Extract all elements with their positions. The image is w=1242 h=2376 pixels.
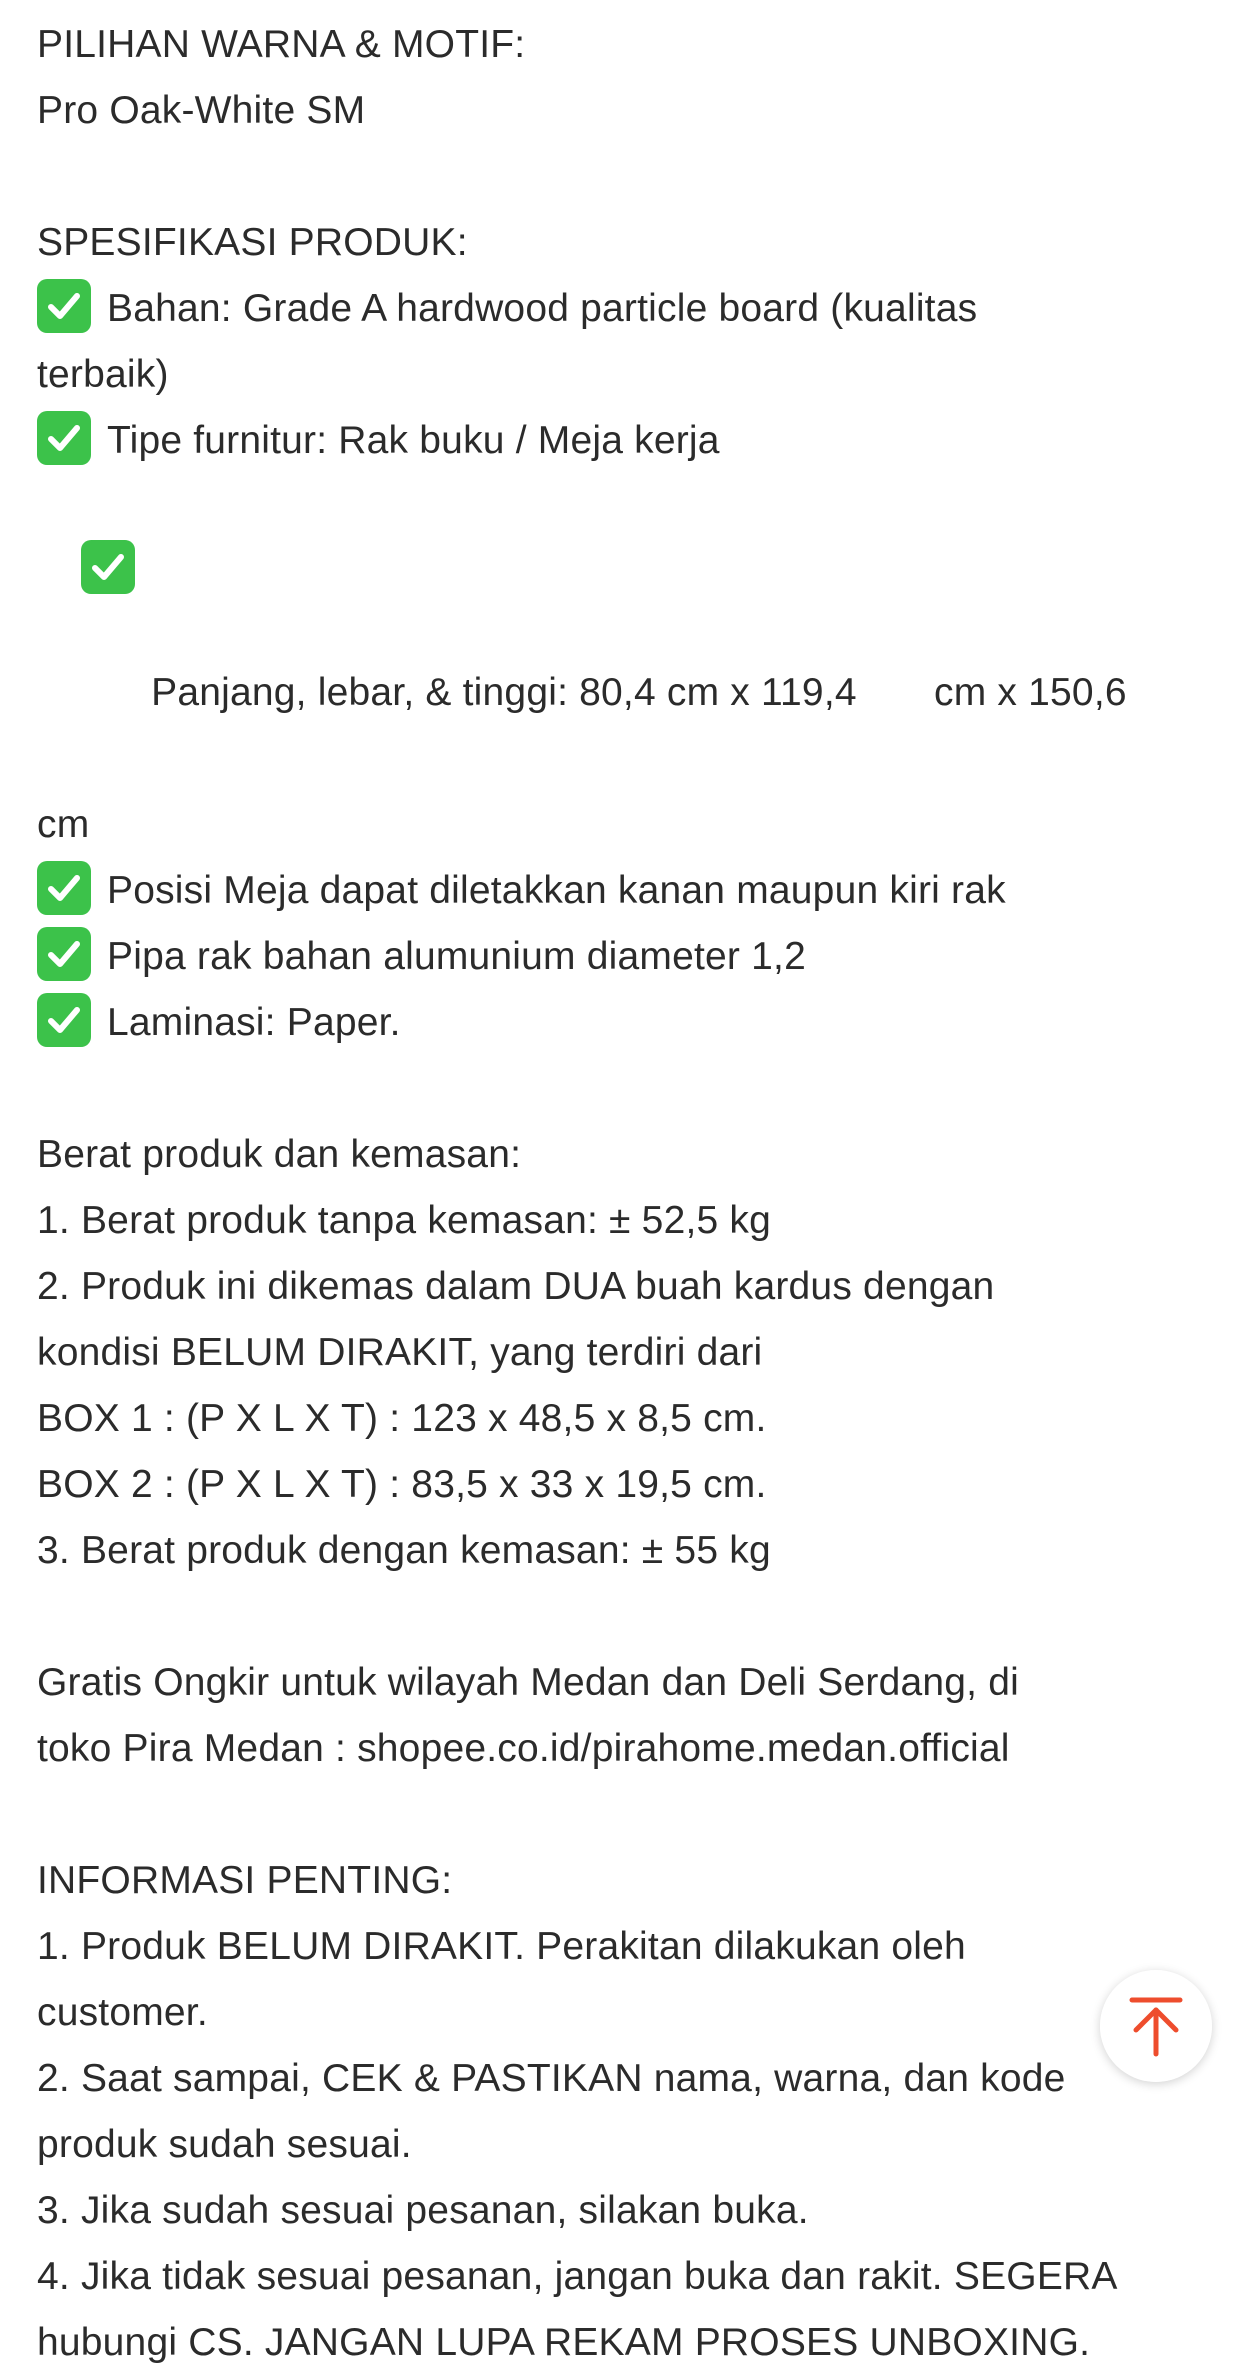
spacer: [37, 144, 1207, 210]
spec-text: Laminasi: Paper.: [107, 1001, 401, 1044]
spec-item-type: [37, 408, 1207, 474]
check-mark-icon: [37, 993, 91, 1047]
weight-item: kondisi BELUM DIRAKIT, yang terdiri dari: [37, 1331, 763, 1374]
section-heading-spec: SPESIFIKASI PRODUK:: [37, 221, 468, 264]
important-item: 1. Produk BELUM DIRAKIT. Perakitan dilakukan oleh: [37, 1925, 966, 1968]
important-item: 4. Jika tidak sesuai pesanan, jangan buka dan rakit. SEGERA: [37, 2255, 1118, 2298]
weight-item: BOX 2 : (P X L X T) : 83,5 x 33 x 19,5 cm.: [37, 1463, 767, 1506]
weight-item: 1. Berat produk tanpa kemasan: ± 52,5 kg: [37, 1199, 772, 1242]
weight-item: 3. Berat produk dengan kemasan: ± 55 kg: [37, 1529, 771, 1572]
check-mark-icon: [37, 411, 91, 465]
important-item: 3. Jika sudah sesuai pesanan, silakan buka.: [37, 2189, 809, 2232]
spec-text: Tipe furnitur: Rak buku / Meja kerja: [107, 419, 720, 462]
spec-continuation: cm: [37, 803, 90, 846]
color-value: Pro Oak-White SM: [37, 89, 366, 132]
spec-text: Panjang, lebar, & tinggi: 80,4 cm x 119,4 cm x 150,6: [151, 671, 1127, 714]
check-mark-icon: [81, 540, 135, 594]
weight-item: 2. Produk ini dikemas dalam DUA buah kardus dengan: [37, 1265, 995, 1308]
spec-item-lamination: [37, 990, 1207, 1056]
important-item: customer.: [37, 1991, 208, 2034]
scroll-to-top-button[interactable]: [1100, 1970, 1212, 2082]
spec-item-dimensions: [37, 474, 1207, 792]
spec-continuation: terbaik): [37, 353, 169, 396]
spec-item-material: [37, 276, 1207, 342]
check-mark-icon: [37, 861, 91, 915]
check-mark-icon: [37, 279, 91, 333]
spec-item-desk-position: [37, 858, 1207, 924]
check-mark-icon: [37, 927, 91, 981]
spacer: [37, 1782, 1207, 1848]
spec-text: Bahan: Grade A hardwood particle board (kualitas: [107, 287, 978, 330]
section-heading-weight: Berat produk dan kemasan:: [37, 1133, 522, 1176]
weight-item: BOX 1 : (P X L X T) : 123 x 48,5 x 8,5 cm.: [37, 1397, 767, 1440]
spec-text: Posisi Meja dapat diletakkan kanan maupun kiri rak: [107, 869, 1006, 912]
arrow-up-to-top-icon: [1126, 1994, 1186, 2058]
spacer: [37, 1584, 1207, 1650]
important-item: 2. Saat sampai, CEK & PASTIKAN nama, warna, dan kode: [37, 2057, 1066, 2100]
section-heading-important: INFORMASI PENTING:: [37, 1859, 453, 1902]
product-description: [37, 12, 1207, 2376]
important-item: hubungi CS. JANGAN LUPA REKAM PROSES UNBOXING.: [37, 2321, 1091, 2364]
shipping-info: toko Pira Medan : shopee.co.id/pirahome.medan.official: [37, 1727, 1010, 1770]
important-item: produk sudah sesuai.: [37, 2123, 412, 2166]
spec-item-pipe: [37, 924, 1207, 990]
spec-text: Pipa rak bahan alumunium diameter 1,2: [107, 935, 806, 978]
shipping-info: Gratis Ongkir untuk wilayah Medan dan Deli Serdang, di: [37, 1661, 1019, 1704]
spacer: [37, 1056, 1207, 1122]
section-heading-color: PILIHAN WARNA & MOTIF:: [37, 23, 526, 66]
